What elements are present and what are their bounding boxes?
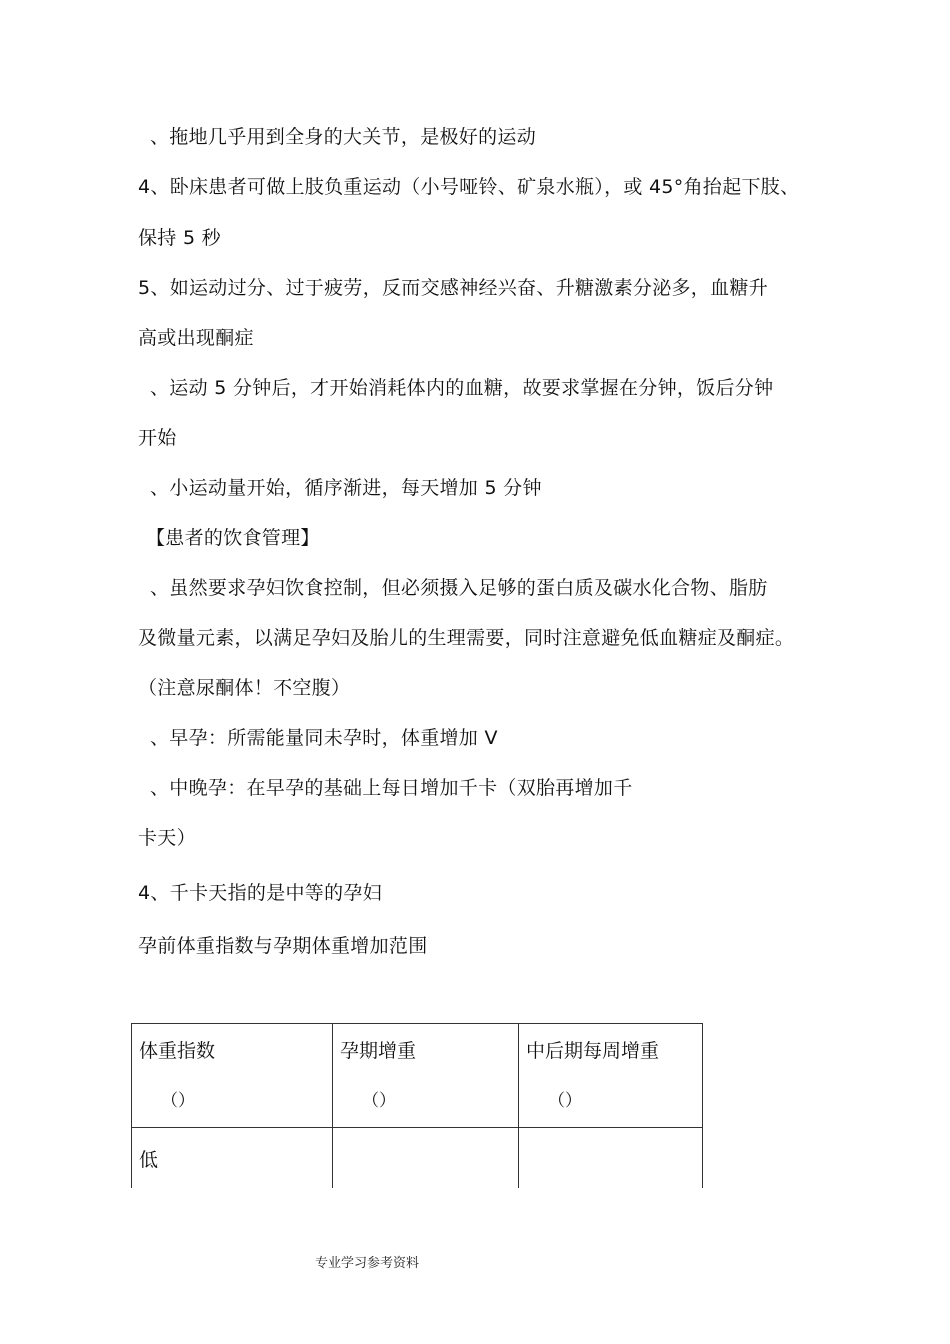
header-title-weekly-gain: 中后期每周增重 xyxy=(526,1040,660,1062)
table-row-low-cell-2 xyxy=(333,1128,519,1188)
weight-gain-table xyxy=(131,1023,703,1188)
table-row-low-cell-1 xyxy=(132,1128,333,1188)
table-caption: 孕前体重指数与孕期体重增加范围 xyxy=(138,935,428,957)
header-unit-total-gain: （） xyxy=(362,1091,396,1111)
header-unit-bmi: （） xyxy=(161,1091,195,1111)
paragraph-line-12: （注意尿酮体！不空腹） xyxy=(138,677,351,699)
paragraph-line-15: 卡天） xyxy=(138,827,196,849)
row-label-low: 低 xyxy=(139,1149,159,1171)
paragraph-line-8: 、小运动量开始，循序渐进，每天增加 5 分钟 xyxy=(150,477,542,499)
paragraph-line-14: 、中晚孕：在早孕的基础上每日增加千卡（双胎再增加千 xyxy=(150,777,633,799)
header-unit-weekly-gain: （） xyxy=(548,1091,582,1111)
paragraph-line-7: 开始 xyxy=(138,427,177,449)
section-heading: 【患者的饮食管理】 xyxy=(146,527,320,549)
paragraph-line-1: 、拖地几乎用到全身的大关节，是极好的运动 xyxy=(150,126,537,148)
paragraph-line-10: 、虽然要求孕妇饮食控制，但必须摄入足够的蛋白质及碳水化合物、脂肪 xyxy=(150,577,768,599)
paragraph-line-11: 及微量元素，以满足孕妇及胎儿的生理需要，同时注意避免低血糖症及酮症。 xyxy=(138,627,795,649)
header-title-bmi: 体重指数 xyxy=(139,1040,216,1062)
table-header-cell-bmi xyxy=(132,1024,333,1128)
paragraph-line-6: 、运动 5 分钟后，才开始消耗体内的血糖，故要求掌握在分钟，饭后分钟 xyxy=(150,377,774,399)
table-header-cell-total-gain xyxy=(333,1024,519,1128)
paragraph-line-16: 4、千卡天指的是中等的孕妇 xyxy=(138,882,382,904)
header-title-total-gain: 孕期增重 xyxy=(340,1040,417,1062)
paragraph-line-13: 、早孕：所需能量同未孕时，体重增加 V xyxy=(150,727,498,749)
paragraph-line-2: 4、卧床患者可做上肢负重运动（小号哑铃、矿泉水瓶），或 45°角抬起下肢、 xyxy=(138,176,800,198)
table-header-cell-weekly-gain xyxy=(519,1024,703,1128)
table-row-low-cell-3 xyxy=(519,1128,703,1188)
paragraph-line-5: 高或出现酮症 xyxy=(138,327,254,349)
paragraph-line-4: 5、如运动过分、过于疲劳，反而交感神经兴奋、升糖激素分泌多，血糖升 xyxy=(138,277,768,299)
page-footer: 专业学习参考资料 xyxy=(315,1256,420,1271)
paragraph-line-3: 保持 5 秒 xyxy=(138,227,221,249)
